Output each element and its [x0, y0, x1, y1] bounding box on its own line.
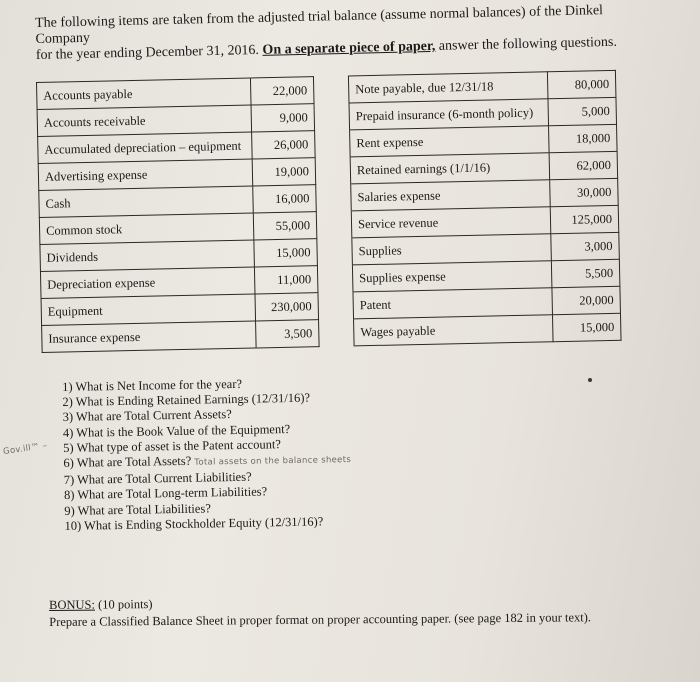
question-item: 9) What are Total Liabilities? [64, 501, 211, 518]
account-amount: 11,000 [254, 266, 318, 294]
account-amount: 22,000 [250, 77, 314, 105]
bonus-points: (10 points) [97, 597, 153, 612]
question-item: 8) What are Total Long-term Liabilities? [63, 484, 268, 503]
account-name: Cash [39, 186, 253, 217]
account-name: Advertising expense [38, 159, 252, 190]
account-name: Accounts payable [37, 78, 251, 109]
account-name: Note payable, due 12/31/18 [348, 72, 547, 103]
account-name: Service revenue [351, 207, 550, 238]
column-gap [316, 184, 352, 212]
separate-paper-instruction: On a separate piece of paper, [262, 38, 436, 58]
column-gap [313, 76, 349, 104]
account-name: Accounts receivable [37, 105, 251, 136]
account-amount: 18,000 [548, 124, 617, 152]
account-name: Salaries expense [351, 180, 550, 211]
question-item: 7) What are Total Current Liabilities? [63, 469, 252, 488]
column-gap [315, 157, 351, 185]
question-item: 3) What are Total Current Assets? [62, 407, 232, 425]
column-gap [317, 238, 353, 266]
account-amount: 26,000 [251, 131, 315, 159]
account-amount: 9,000 [251, 104, 315, 132]
account-amount: 19,000 [252, 158, 316, 186]
account-name: Supplies [352, 234, 551, 265]
account-name: Prepaid insurance (6-month policy) [349, 99, 548, 130]
account-name: Supplies expense [352, 261, 551, 292]
account-amount: 230,000 [255, 293, 319, 321]
question-item: 10) What is Ending Stockholder Equity (12/31/16)? [64, 514, 324, 533]
account-amount: 5,500 [551, 259, 620, 287]
account-name: Dividends [40, 240, 254, 271]
bonus-title: BONUS: [49, 597, 95, 612]
account-name: Wages payable [354, 315, 553, 346]
account-name: Depreciation expense [40, 267, 254, 298]
account-amount: 30,000 [549, 178, 618, 206]
account-amount: 62,000 [549, 151, 618, 179]
margin-handwritten-note: Gov.ill™ – [2, 440, 48, 458]
account-name: Retained earnings (1/1/16) [350, 153, 549, 184]
column-gap [317, 265, 353, 293]
account-amount: 20,000 [552, 286, 621, 314]
bonus-instruction: Prepare a Classified Balance Sheet in proper format on proper accounting paper. (see page 182 in your text). [49, 610, 592, 629]
column-gap [316, 211, 352, 239]
account-amount: 5,000 [548, 97, 617, 125]
account-amount: 15,000 [552, 313, 621, 341]
account-name: Equipment [41, 294, 255, 325]
question-item: 1) What is Net Income for the year? [62, 376, 243, 394]
trial-balance-table [36, 70, 622, 353]
column-gap [314, 103, 350, 131]
column-gap [318, 292, 354, 320]
intro-text [35, 2, 636, 64]
account-name: Insurance expense [42, 321, 256, 352]
bonus-section [49, 592, 669, 631]
question-item: 2) What is Ending Retained Earnings (12/31/16)? [62, 390, 311, 410]
account-amount: 3,000 [551, 232, 620, 260]
intro-line-1: The following items are taken from the adjusted trial balance (assume normal balances) of the Dinkel Company [35, 3, 604, 47]
account-name: Accumulated depreciation – equipment [38, 132, 252, 163]
column-gap [315, 130, 351, 158]
question-list [62, 372, 535, 534]
column-gap [318, 319, 354, 347]
pen-dot [588, 378, 592, 382]
account-amount: 16,000 [252, 185, 316, 213]
account-name: Rent expense [350, 126, 549, 157]
account-amount: 3,500 [255, 320, 319, 348]
account-name: Patent [353, 288, 552, 319]
question-6-handwritten-note: Total assets on the balance sheets [194, 454, 352, 468]
question-6-text: 6) What are Total Assets? [63, 453, 192, 471]
account-amount: 125,000 [550, 205, 619, 233]
question-item: 5) What type of asset is the Patent account? [63, 437, 282, 455]
intro-line-2-pre: for the year ending December 31, 2016. [35, 42, 260, 63]
account-amount: 15,000 [254, 239, 318, 267]
question-item: 4) What is the Book Value of the Equipment? [62, 421, 291, 440]
account-amount: 55,000 [253, 212, 317, 240]
account-amount: 80,000 [547, 70, 616, 98]
intro-line-2-post: answer the following questions. [438, 34, 618, 54]
account-name: Common stock [39, 213, 253, 244]
